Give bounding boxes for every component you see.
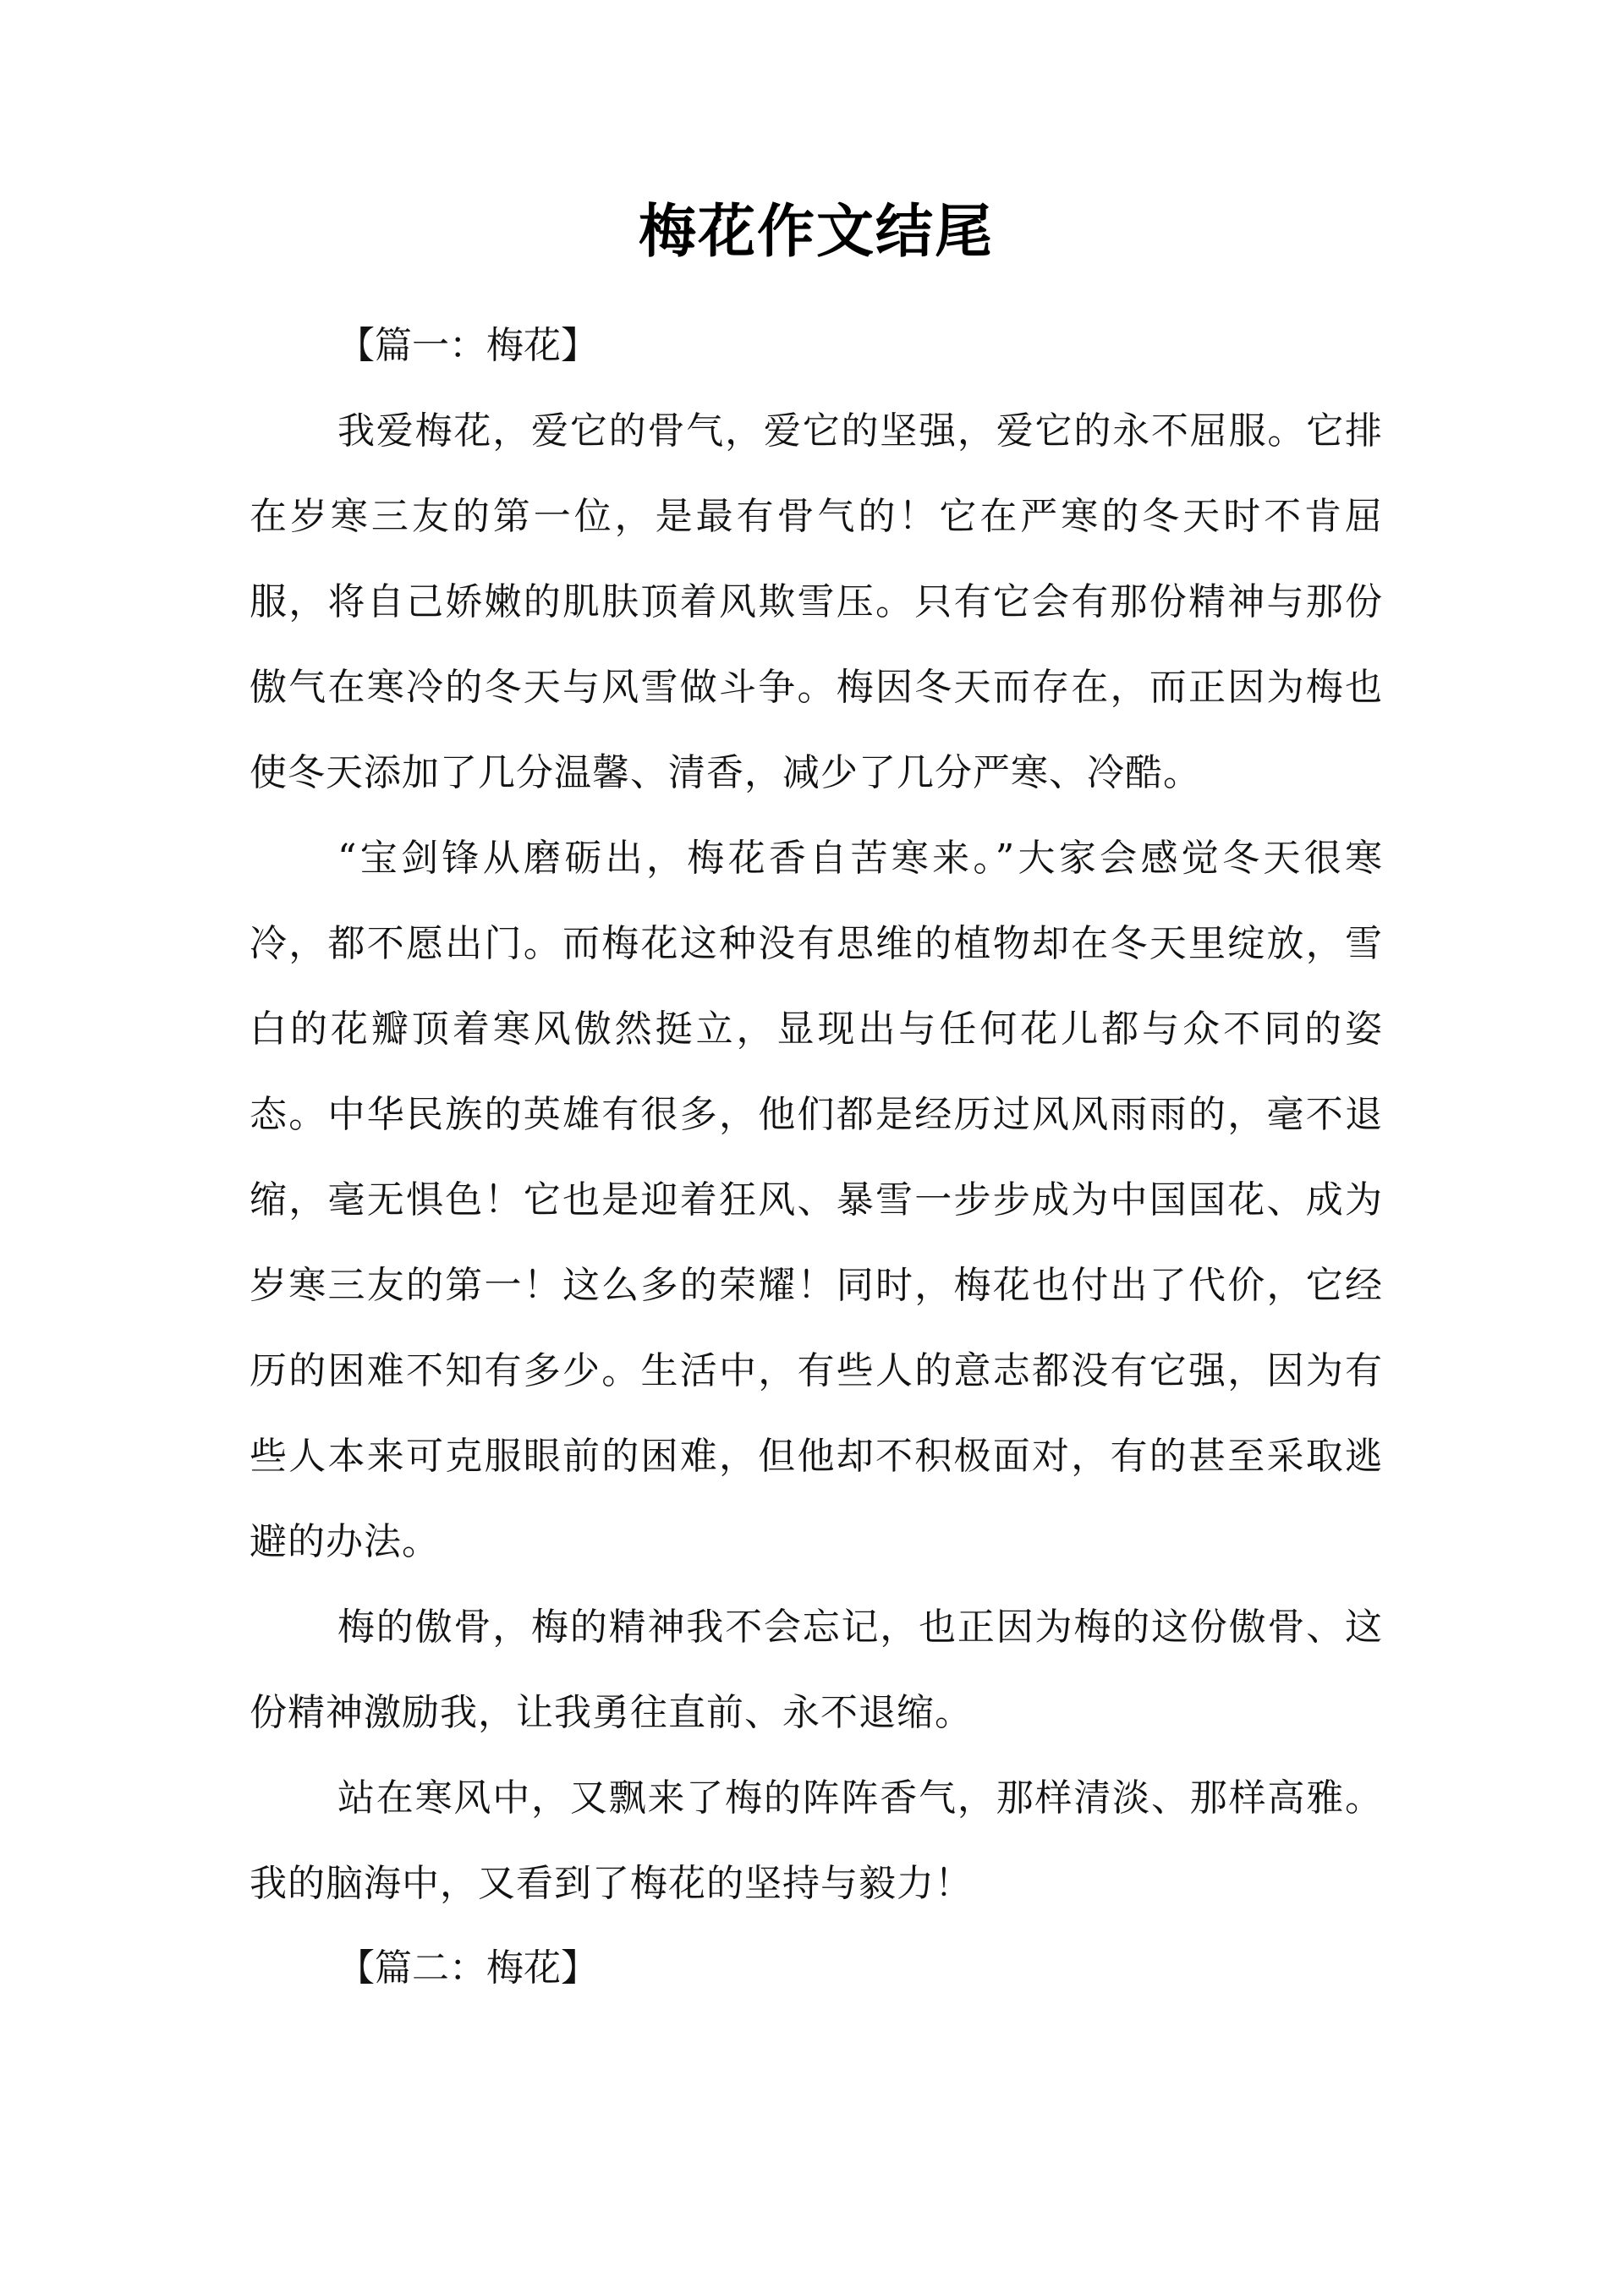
document-title: 梅花作文结尾 — [638, 199, 994, 266]
paragraph-4: 站在寒风中，又飘来了梅的阵阵香气，那样清淡、那样高雅。我的脑海中，又看到了梅花的坚持与毅力！ — [250, 1776, 1383, 1905]
section-heading-1: 【篇一：梅花】 — [337, 324, 598, 367]
document-page — [250, 190, 1383, 2011]
section-heading-2: 【篇二：梅花】 — [337, 1946, 598, 1990]
paragraph-2: “宝剑锋从磨砺出，梅花香自苦寒来。”大家会感觉冬天很寒冷，都不愿出门。而梅花这种没有思维的植物却在冬天里绽放，雪白的花瓣顶着寒风傲然挺立，显现出与任何花儿都与众不同的姿态。中华民族的英雄有很多，他们都是经历过风风雨雨的，毫不退缩，毫无惧色！它也是迎着狂风、暴雪一步步成为中国国花、成为岁寒三友的第一！这么多的荣耀！同时，梅花也付出了代价，它经历的困难不知有多少。生活中，有些人的意志都没有它强，因为有些人本来可克服眼前的困难，但他却不积极面对，有的甚至采取逃避的办法。 — [250, 837, 1383, 1563]
paragraph-3: 梅的傲骨，梅的精神我不会忘记，也正因为梅的这份傲骨、这份精神激励我，让我勇往直前、永不退缩。 — [250, 1606, 1383, 1734]
paragraph-1: 我爱梅花，爱它的骨气，爱它的坚强，爱它的永不屈服。它排在岁寒三友的第一位，是最有骨气的！它在严寒的冬天时不肯屈服，将自己娇嫩的肌肤顶着风欺雪压。只有它会有那份精神与那份傲气在寒冷的冬天与风雪做斗争。梅因冬天而存在，而正因为梅也使冬天添加了几分温馨、清香，减少了几分严寒、冷酷。 — [250, 409, 1383, 794]
